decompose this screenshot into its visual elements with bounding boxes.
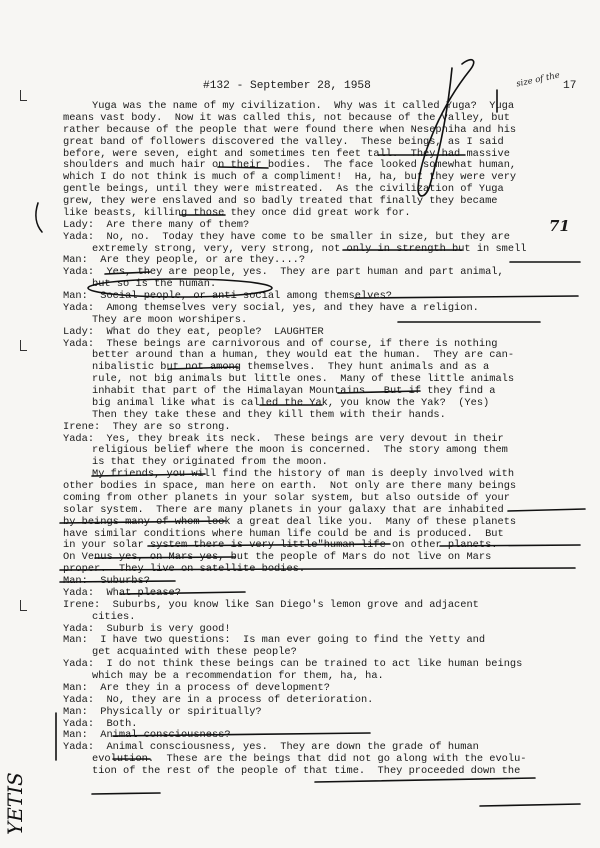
page-header: #132 - September 28, 1958 — [203, 80, 371, 92]
text-line: Yada: No, they are in a process of deterioration. — [63, 693, 374, 706]
text-line: Then they take these and they kill them with their hands. — [92, 408, 446, 421]
text-line: coming from other planets in your solar system, but also outside of your — [63, 491, 510, 504]
text-line: Yada: No, no. Today they have come to be smaller in size, but they are — [63, 230, 510, 243]
yetis-text: YETIS — [3, 772, 27, 835]
text-line: Irene: Suburbs, you know like San Diego's lemon grove and adjacent — [63, 598, 479, 611]
handwritten-note-71: 71 — [549, 217, 570, 235]
underline-evolution — [92, 793, 160, 794]
text-line: Yada: Animal consciousness, yes. They are down the grade of human — [63, 741, 479, 754]
text-line: means vast body. Now it was called this, not because of the valley, but — [63, 111, 510, 124]
text-line: extremely strong, very, very strong, not only in strength but in smell — [92, 242, 527, 255]
text-line: Man: Social people, or anti-social among themselves? — [63, 290, 392, 302]
page-number: 17 — [563, 80, 577, 92]
text-line: My friends, you will find the history of man is deeply involved with — [92, 468, 515, 481]
text-line: which may be a recommendation for them, ha, ha. — [92, 670, 384, 682]
text-line: religious belief where the moon is concerned. The story among them — [92, 444, 508, 457]
text-line: Yada: Both. — [63, 717, 138, 730]
text-line: Yada: Yes, they are people, yes. They are part human and part animal, — [63, 266, 504, 279]
text-line: Man: Animal consciousness? — [63, 729, 231, 742]
text-line: Yada: I do not think these beings can be trained to act like human beings — [63, 658, 523, 671]
text-line: proper. They live on satellite bodies. — [63, 563, 306, 576]
text-line: Lady: Are there many of them? — [63, 218, 250, 231]
text-line: Lady: What do they eat, people? LAUGHTER — [63, 325, 324, 338]
text-line: great band of followers discovered the valley. These beings, as I said — [63, 135, 504, 148]
text-line: They are moon worshipers. — [92, 313, 248, 326]
text-line: like beasts, killing those they once did great work for. — [63, 206, 411, 219]
text-line: big animal like what is called the Yak, you know the Yak? (Yes) — [92, 396, 490, 409]
text-line: On Venus yes, on Mars yes, but the people of Mars do not live on Mars — [63, 551, 492, 564]
text-line: have similar conditions where human life could be and is produced. But — [63, 527, 504, 540]
margin-tick — [20, 600, 27, 611]
text-line: Man: Suburbs? — [63, 575, 150, 587]
handwritten-yetis — [3, 772, 27, 835]
text-line: tion of the rest of the people of that time. They proceeded down the — [92, 765, 521, 777]
text-line: better around than a human, they would eat the human. They are can- — [92, 349, 515, 362]
margin-tick — [20, 340, 27, 351]
text-line: but so is the human. — [92, 278, 217, 291]
text-line: grew, they were enslaved and so badly treated that finally they became — [63, 195, 498, 207]
transcript-body — [0, 101, 600, 778]
margin-tick — [20, 90, 27, 101]
text-line: in your solar system there is very little"human life on other planets. — [63, 539, 498, 552]
text-line: Yada: Among themselves very social, yes, and they have a religion. — [63, 301, 479, 314]
text-line: is that they originated from the moon. — [92, 456, 328, 469]
text-line: Man: Are they people, or are they....? — [63, 254, 306, 267]
text-line: nibalistic but not among themselves. They hunt animals and as a — [92, 361, 490, 374]
text-line: cities. — [92, 610, 136, 623]
text-line: solar system. There are many planets in your galaxy that are inhabited — [63, 503, 504, 516]
text-line: by beings many of whom look a great deal like you. Many of these planets — [63, 515, 517, 528]
text-line: Man: I have two questions: Is man ever going to find the Yetty and — [63, 634, 486, 647]
text-line: evolution. These are the beings that did not go along with the evolu- — [92, 753, 527, 766]
underline-down-the — [480, 804, 580, 806]
text-line: rule, not big animals but little ones. Many of these little animals — [92, 373, 515, 386]
text-line: which I do not think is much of a compliment! Ha, ha, but they were very — [63, 171, 517, 184]
text-line: Man: Physically or spiritually? — [63, 705, 262, 718]
text-line: inhabit that part of the Himalayan Mountains. But if they find a — [92, 385, 496, 397]
underline-down-grade — [315, 778, 535, 782]
text-line: rather because of the people that were found there when Nesepniha and his — [63, 123, 517, 136]
text-line: Man: Are they in a process of development? — [63, 681, 330, 694]
text-line: other bodies in space, man here on earth. Not only are there many beings — [63, 480, 517, 492]
text-line: Yada: What please? — [63, 586, 181, 599]
text-line: Yada: Yes, they break its neck. These beings are very devout in their — [63, 432, 504, 445]
text-line: before, were seven, eight and sometimes ten feet tall. They had massive — [63, 147, 510, 160]
text-line: get acquainted with these people? — [92, 646, 297, 659]
text-line: Irene: They are so strong. — [63, 420, 231, 433]
text-line: Yuga was the name of my civilization. Why was it called Yuga? Yuga — [92, 100, 515, 112]
text-line: Yada: These beings are carnivorous and of course, if there is nothing — [63, 337, 498, 350]
text-line: Yada: Suburb is very good! — [63, 622, 231, 635]
text-line: gentle beings, until they were mistreated. As the civilization of Yuga — [63, 183, 504, 196]
handwritten-note-size: size of the — [515, 70, 561, 90]
text-line: shoulders and much hair on their bodies. The face looked somewhat human, — [63, 159, 517, 172]
